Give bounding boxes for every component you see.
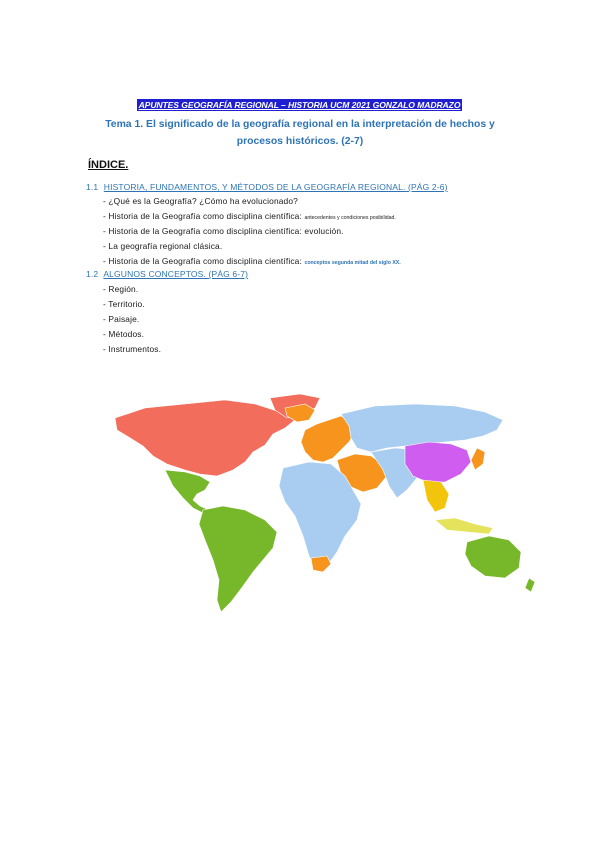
item-note: conceptos segunda mitad del siglo XX. (304, 260, 401, 266)
japan-region (471, 448, 485, 470)
section-link[interactable]: ALGUNOS CONCEPTOS. (PÁG 6-7) (103, 269, 249, 279)
china-region (405, 442, 471, 482)
section-link[interactable]: HISTORIA, FUNDAMENTOS, Y MÉTODOS DE LA GEOGRAFÍA REGIONAL. (PÁG 2-6) (103, 182, 448, 192)
latin-america-region (165, 470, 210, 514)
list-item: - ¿Qué es la Geografía? ¿Cómo ha evolucionado? (103, 196, 298, 206)
topic-title-line2: procesos históricos. (2-7) (236, 136, 364, 147)
section-1-1 (86, 182, 448, 192)
list-item: - Territorio. (103, 299, 145, 309)
topic-title-line1: Tema 1. El significado de la geografía regional en la interpretación de hechos y (105, 119, 495, 130)
list-item: - Métodos. (103, 329, 145, 339)
world-map (105, 390, 575, 620)
list-item: - Historia de la Geografía como disciplina científica: antecedentes y condiciones posibilidad. (103, 211, 396, 221)
topic-title (95, 116, 505, 150)
southeast-asia-region (423, 480, 449, 512)
south-africa-region (311, 556, 331, 572)
section-1-2 (86, 269, 248, 279)
list-item: - Historia de la Geografía como disciplina científica: evolución. (103, 226, 344, 236)
list-item: - Instrumentos. (103, 344, 162, 354)
list-item: - Historia de la Geografía como disciplina científica: conceptos segunda mitad del siglo XX. (103, 256, 401, 266)
list-item: - Paisaje. (103, 314, 140, 324)
latin-america-region (199, 506, 277, 612)
index-heading: ÍNDICE. (88, 159, 129, 171)
indonesia-region (435, 518, 493, 534)
header-title: APUNTES GEOGRAFÍA REGIONAL – HISTORIA UCM 2021 GONZALO MADRAZO (138, 100, 461, 110)
oceania-region (525, 578, 535, 592)
list-item: - La geografía regional clásica. (103, 241, 223, 251)
section-number: 1.1 (86, 182, 99, 192)
list-item: - Región. (103, 284, 139, 294)
oceania-region (465, 536, 521, 578)
section-number: 1.2 (86, 269, 99, 279)
item-note: antecedentes y condiciones posibilidad. (304, 215, 396, 221)
north-america-region (115, 400, 295, 476)
document-header (0, 95, 599, 113)
